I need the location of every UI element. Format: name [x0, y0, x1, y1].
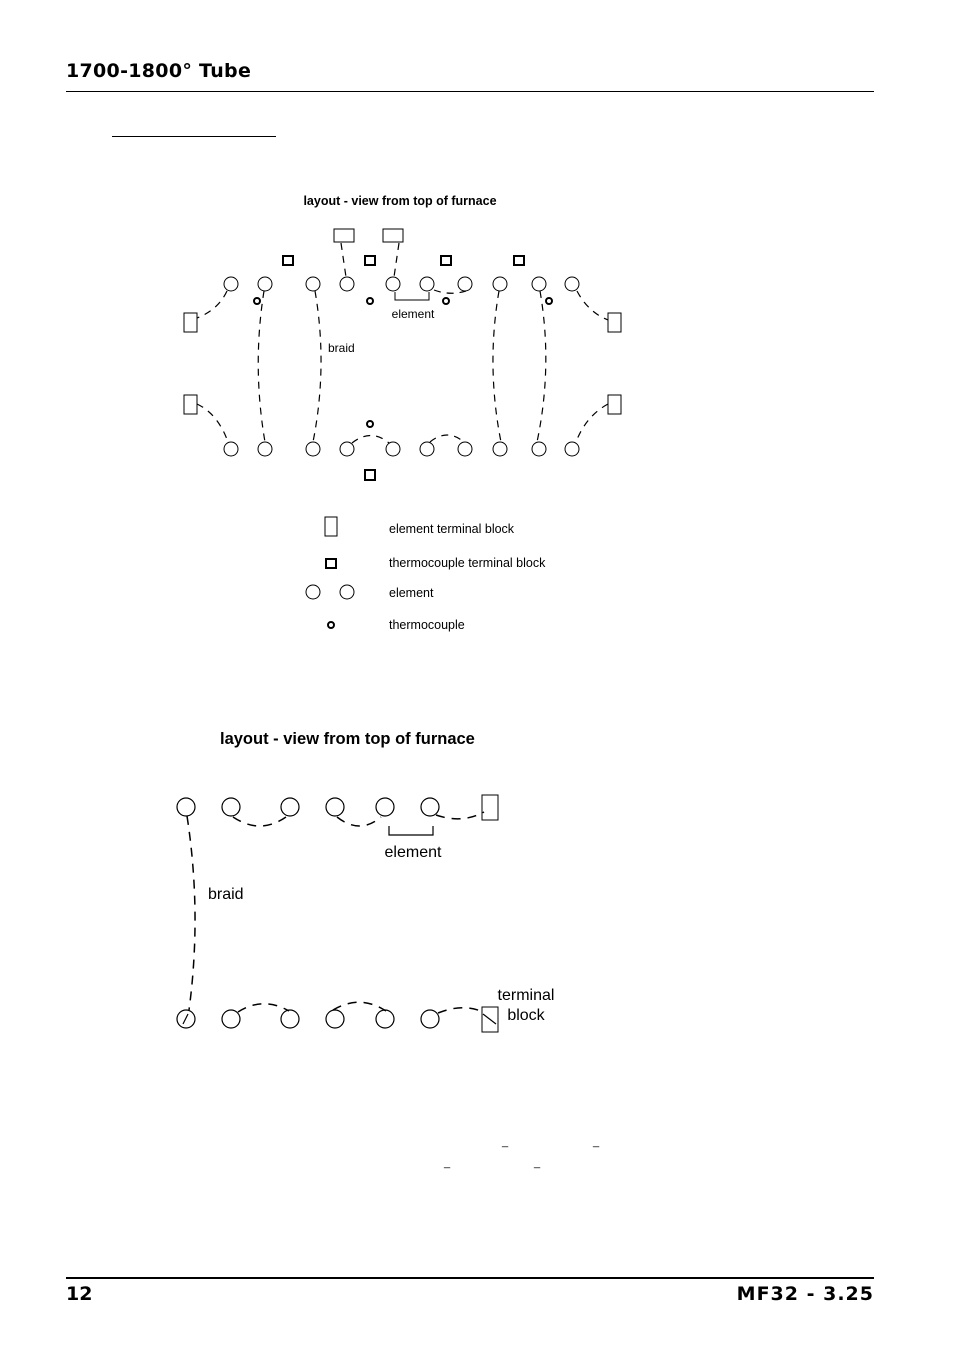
element	[565, 442, 579, 456]
element	[458, 442, 472, 456]
element-terminal-block	[184, 395, 197, 414]
stray-mark: _	[593, 1136, 600, 1148]
element-link	[352, 436, 389, 444]
element-link	[233, 817, 286, 826]
terminal-block-label: block	[507, 1007, 545, 1024]
element	[177, 798, 195, 816]
lead-wire	[436, 812, 484, 819]
thermocouple	[367, 421, 373, 427]
element-label: element	[391, 307, 435, 321]
legend	[306, 517, 546, 632]
element-terminal-block	[184, 313, 197, 332]
element	[258, 277, 272, 291]
element	[420, 442, 434, 456]
thermocouple	[254, 298, 260, 304]
element-terminal-block	[334, 229, 354, 242]
element	[386, 277, 400, 291]
element-bracket	[389, 826, 433, 835]
element	[458, 277, 472, 291]
element	[222, 798, 240, 816]
element	[306, 277, 320, 291]
thermocouple-terminal-block-icon	[326, 559, 336, 568]
element	[532, 277, 546, 291]
page-number: 12	[66, 1283, 93, 1305]
thermocouple	[367, 298, 373, 304]
braid	[187, 816, 195, 1010]
footer-rule	[66, 1277, 874, 1279]
element	[340, 442, 354, 456]
diagram-2	[177, 730, 554, 1032]
thermocouple-terminal-block	[365, 256, 375, 265]
top-element-row	[224, 277, 579, 291]
element	[258, 442, 272, 456]
element-link	[434, 290, 466, 293]
braid	[493, 291, 501, 442]
element	[222, 1010, 240, 1028]
thermocouple-terminal-block	[283, 256, 293, 265]
element	[421, 798, 439, 816]
element-link	[337, 817, 381, 826]
braid	[537, 291, 546, 442]
element	[340, 277, 354, 291]
element	[376, 1010, 394, 1028]
element	[306, 442, 320, 456]
page-header-title: 1700-1800° Tube	[66, 60, 252, 82]
element-icon	[306, 585, 320, 599]
element-link	[333, 1002, 386, 1011]
element	[224, 277, 238, 291]
thermocouple-icon	[328, 622, 334, 628]
diagram-1-title: layout - view from top of furnace	[303, 194, 497, 208]
document-reference: MF32 - 3.25	[736, 1283, 874, 1305]
element	[493, 442, 507, 456]
element-icon	[340, 585, 354, 599]
lead-wire	[197, 291, 227, 318]
bottom-element-row	[224, 442, 579, 456]
lead-wire	[577, 291, 608, 320]
element	[326, 1010, 344, 1028]
thermocouple-terminal-block	[365, 470, 375, 480]
legend-label: element	[389, 586, 434, 600]
lead-wire	[197, 404, 228, 442]
stray-mark: _	[444, 1157, 451, 1169]
element-terminal-block	[608, 395, 621, 414]
legend-label: thermocouple	[389, 618, 465, 632]
element	[224, 442, 238, 456]
stray-mark: _	[502, 1136, 509, 1148]
element	[421, 1010, 439, 1028]
element-terminal-block	[383, 229, 403, 242]
element	[376, 798, 394, 816]
element	[281, 798, 299, 816]
element-label: element	[384, 844, 442, 861]
lead-wire	[394, 243, 399, 277]
braid-label: braid	[208, 886, 244, 903]
element-terminal-block-icon	[325, 517, 337, 536]
diagram-2-title: layout - view from top of furnace	[220, 730, 475, 748]
thermocouple-terminal-block	[514, 256, 524, 265]
element	[532, 442, 546, 456]
lead-wire	[438, 1008, 483, 1013]
element-link	[430, 435, 464, 442]
lead-wire	[341, 243, 346, 277]
element	[326, 798, 344, 816]
element-bracket	[395, 292, 429, 300]
stray-mark: _	[534, 1157, 541, 1169]
element	[493, 277, 507, 291]
element	[565, 277, 579, 291]
thermocouple	[546, 298, 552, 304]
braid-label: braid	[328, 341, 355, 355]
diagram-1	[184, 194, 621, 632]
element-terminal-block	[608, 313, 621, 332]
element-link	[238, 1004, 289, 1012]
element-terminal-block	[482, 795, 498, 820]
terminal-block-label: terminal	[497, 987, 555, 1004]
braid	[258, 291, 265, 442]
element	[281, 1010, 299, 1028]
lead-wire	[576, 404, 608, 442]
braid	[313, 291, 321, 442]
element	[420, 277, 434, 291]
thermocouple	[443, 298, 449, 304]
legend-label: thermocouple terminal block	[389, 556, 546, 570]
element	[386, 442, 400, 456]
thermocouple-terminal-block	[441, 256, 451, 265]
legend-label: element terminal block	[389, 522, 515, 536]
